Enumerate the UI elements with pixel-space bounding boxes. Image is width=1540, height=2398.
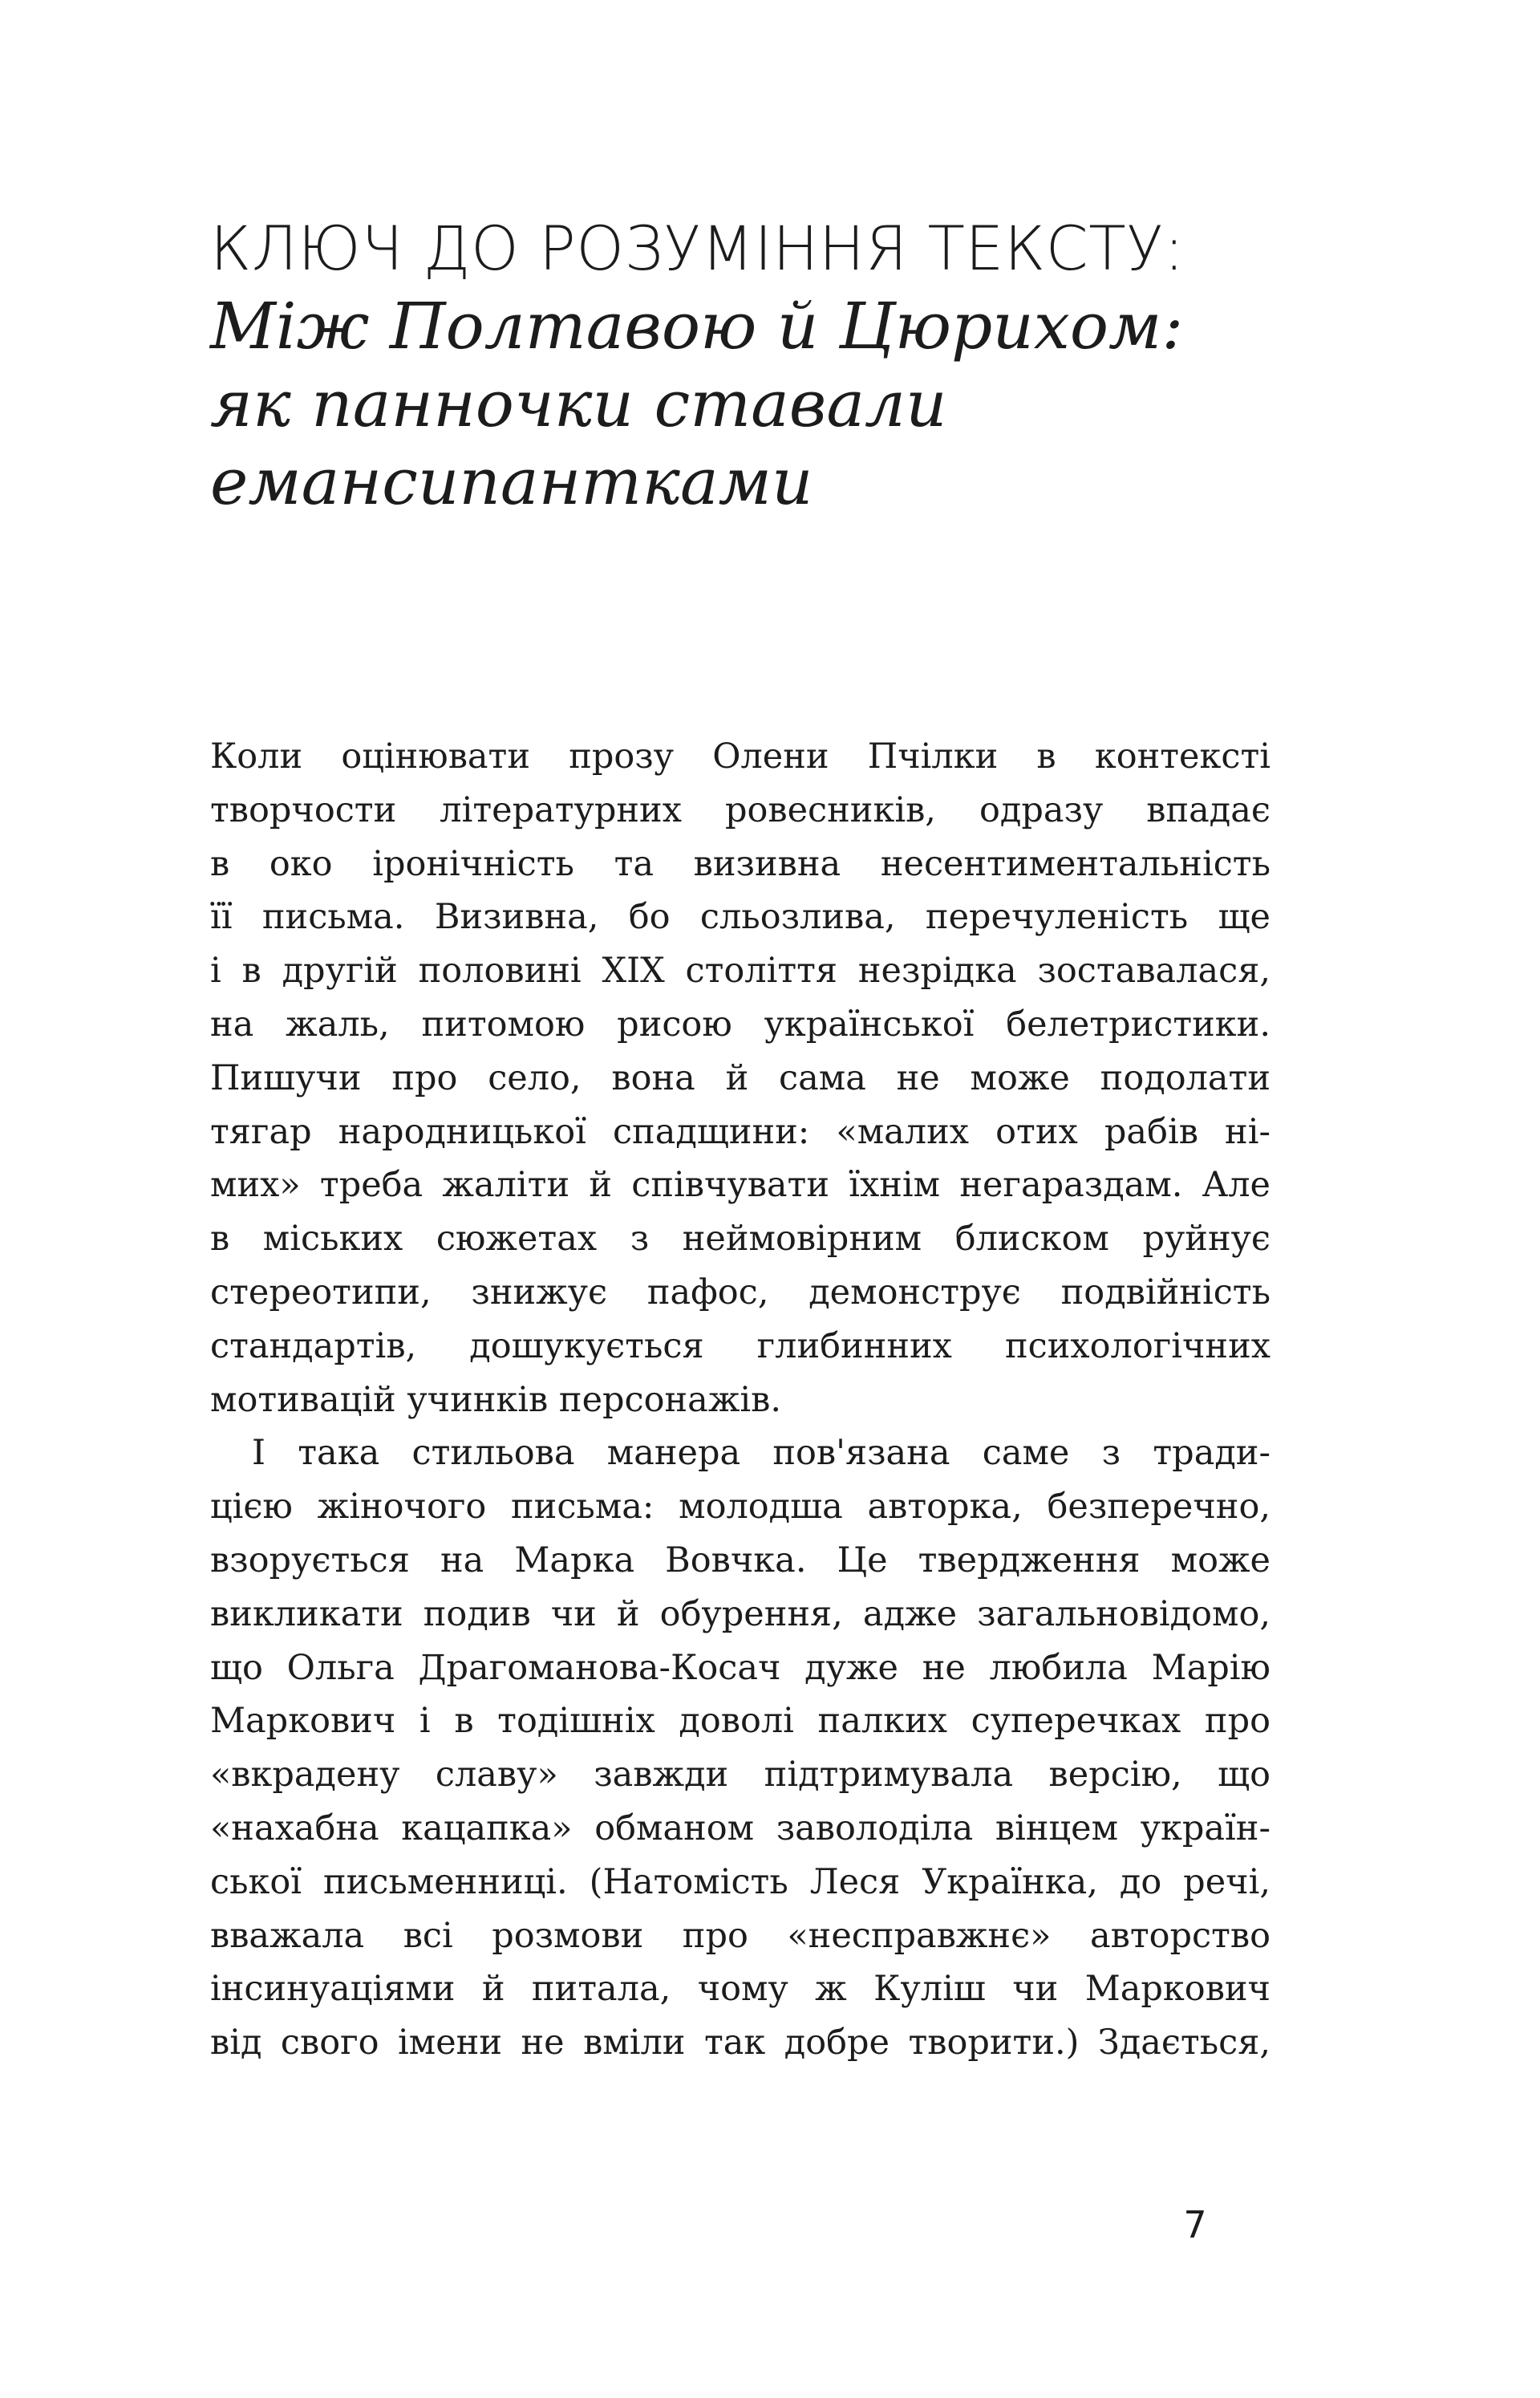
text-line: мотивацій учинків персонажів. <box>210 1379 781 1420</box>
text-line: в око іронічність та визивна несентиментальність <box>210 843 1270 884</box>
text-line: інсинуаціями й питала, чому ж Куліш чи Маркович <box>210 1969 1270 2010</box>
text-line: її письма. Визивна, бо сльозлива, перечуленість ще <box>210 897 1270 938</box>
text-line: від свого імени не вміли так добре творити.) Здається, <box>210 2023 1270 2063</box>
text-line: творчости літературних ровесників, одразу впадає <box>210 789 1270 830</box>
page-number: 7 <box>1183 2203 1207 2246</box>
subtitle-line: емансипантками <box>210 444 813 519</box>
text-line: вважала всі розмови про «несправжнє» авторство <box>210 1915 1270 1956</box>
text-line: Маркович і в тодішніх доволі палких суперечках про <box>210 1701 1270 1742</box>
text-line: «вкрадену славу» завжди підтримувала версію, що <box>210 1755 1270 1795</box>
text-line: на жаль, питомою рисою української белетристики. <box>210 1004 1270 1045</box>
text-line: стандартів, дошукується глибинних психологічних <box>210 1325 1270 1366</box>
paragraph-2 <box>210 1426 1270 2070</box>
text-line: цією жіночого письма: молодша авторка, безперечно, <box>210 1487 1270 1528</box>
body-text <box>210 730 1270 2070</box>
text-line: І така стильова манера пов'язана саме з тради- <box>252 1433 1270 1474</box>
text-line: стереотипи, знижує пафос, демонструє подвійність <box>210 1272 1270 1313</box>
subtitle-line: як панночки ставали <box>210 367 947 441</box>
text-line: Пишучи про село, вона й сама не може подолати <box>210 1057 1270 1098</box>
text-line: в міських сюжетах з неймовірним блиском руйнує <box>210 1219 1270 1260</box>
subtitle-line: Між Полтавою й Цюрихом: <box>210 289 1184 363</box>
chapter-title: КЛЮЧ ДО РОЗУМІННЯ ТЕКСТУ: <box>210 213 1185 284</box>
text-line: і в другій половині XIX століття незрідка зоставалася, <box>210 951 1270 992</box>
text-line: викликати подив чи й обурення, адже загальновідомо, <box>210 1593 1270 1634</box>
text-line: ської письменниці. (Натомість Леся Українка, до речі, <box>210 1861 1270 1902</box>
text-line: взорується на Марка Вовчка. Це твердження може <box>210 1540 1270 1580</box>
text-line: «нахабна кацапка» обманом заволоділа вінцем україн- <box>210 1808 1270 1848</box>
text-line: що Ольга Драгоманова-Косач дуже не любила Марію <box>210 1647 1270 1688</box>
chapter-heading <box>210 210 1365 521</box>
text-line: тягар народницької спадщини: «малих отих рабів ні- <box>210 1111 1270 1152</box>
text-line: Коли оцінювати прозу Олени Пчілки в контексті <box>210 736 1270 777</box>
chapter-subtitle <box>210 287 1365 521</box>
paragraph-1 <box>210 730 1270 1426</box>
text-line: мих» треба жаліти й співчувати їхнім негараздам. Але <box>210 1165 1270 1206</box>
